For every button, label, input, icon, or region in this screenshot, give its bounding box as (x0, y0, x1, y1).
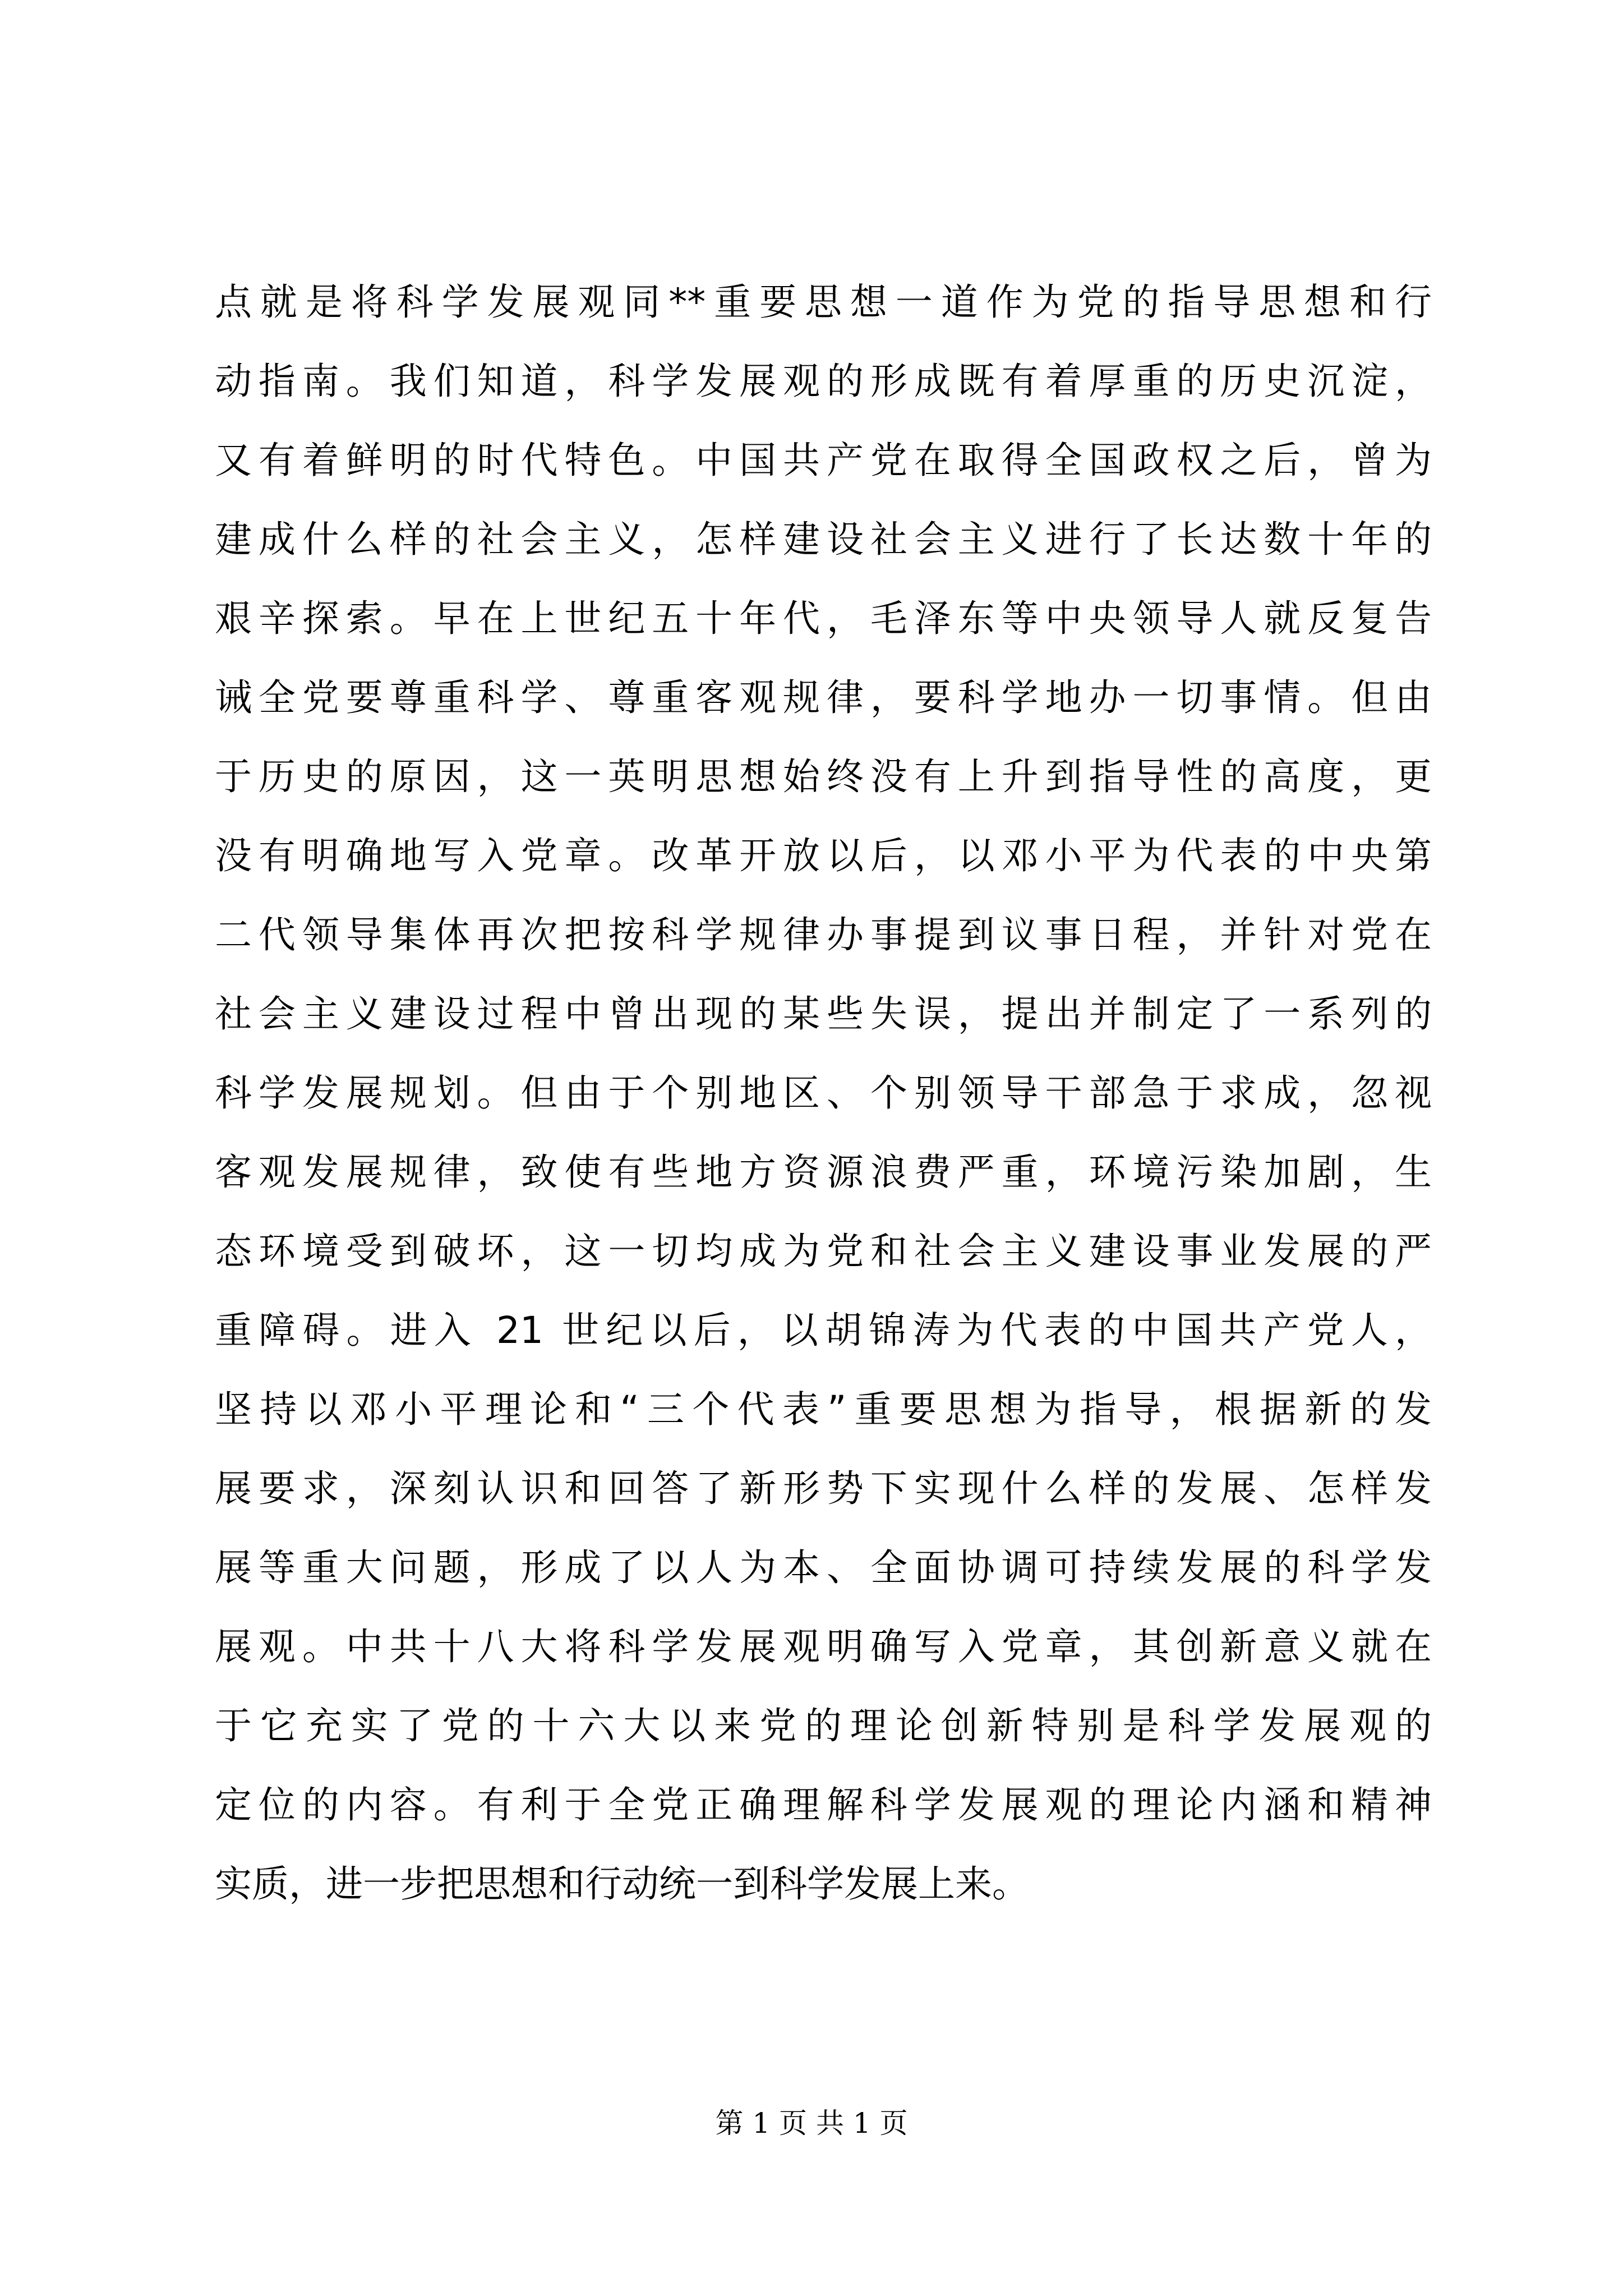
text-line: 二代领导集体再次把按科学规律办事提到议事日程，并针对党在 (215, 913, 1432, 956)
body-paragraph (215, 263, 1432, 1924)
text-line: 坚持以邓小平理论和“三个代表”重要思想为指导，根据新的发 (215, 1388, 1432, 1431)
text-line: 定位的内容。有利于全党正确理解科学发展观的理论内涵和精神 (215, 1783, 1432, 1826)
text-line: 于历史的原因，这一英明思想始终没有上升到指导性的高度，更 (215, 755, 1432, 798)
text-line: 客观发展规律，致使有些地方资源浪费严重，环境污染加剧，生 (215, 1151, 1432, 1194)
page-footer (0, 2106, 1623, 2140)
text-line: 社会主义建设过程中曾出现的某些失误，提出并制定了一系列的 (215, 992, 1432, 1036)
page-number: 第 1 页 共 1 页 (715, 2107, 908, 2139)
text-line: 没有明确地写入党章。改革开放以后，以邓小平为代表的中央第 (215, 834, 1432, 877)
text-line: 科学发展规划。但由于个别地区、个别领导干部急于求成，忽视 (215, 1071, 1432, 1115)
text-line: 态环境受到破坏，这一切均成为党和社会主义建设事业发展的严 (215, 1230, 1432, 1273)
text-line: 建成什么样的社会主义，怎样建设社会主义进行了长达数十年的 (215, 518, 1432, 561)
text-line: 展等重大问题，形成了以人为本、全面协调可持续发展的科学发 (215, 1546, 1432, 1589)
text-line: 诫全党要尊重科学、尊重客观规律，要科学地办一切事情。但由 (215, 676, 1432, 719)
text-line: 艰辛探索。早在上世纪五十年代，毛泽东等中央领导人就反复告 (215, 597, 1432, 640)
text-line: 展观。中共十八大将科学发展观明确写入党章，其创新意义就在 (215, 1625, 1432, 1668)
text-line: 重障碍。进入 21 世纪以后，以胡锦涛为代表的中国共产党人， (215, 1309, 1432, 1352)
text-line: 点就是将科学发展观同**重要思想一道作为党的指导思想和行 (215, 280, 1432, 324)
text-line: 实质，进一步把思想和行动统一到科学发展上来。 (215, 1862, 1029, 1906)
text-line: 动指南。我们知道，科学发展观的形成既有着厚重的历史沉淀， (215, 360, 1432, 403)
text-line: 展要求，深刻认识和回答了新形势下实现什么样的发展、怎样发 (215, 1467, 1432, 1510)
text-line: 于它充实了党的十六大以来党的理论创新特别是科学发展观的 (215, 1704, 1432, 1747)
text-line: 又有着鲜明的时代特色。中国共产党在取得全国政权之后，曾为 (215, 439, 1432, 482)
